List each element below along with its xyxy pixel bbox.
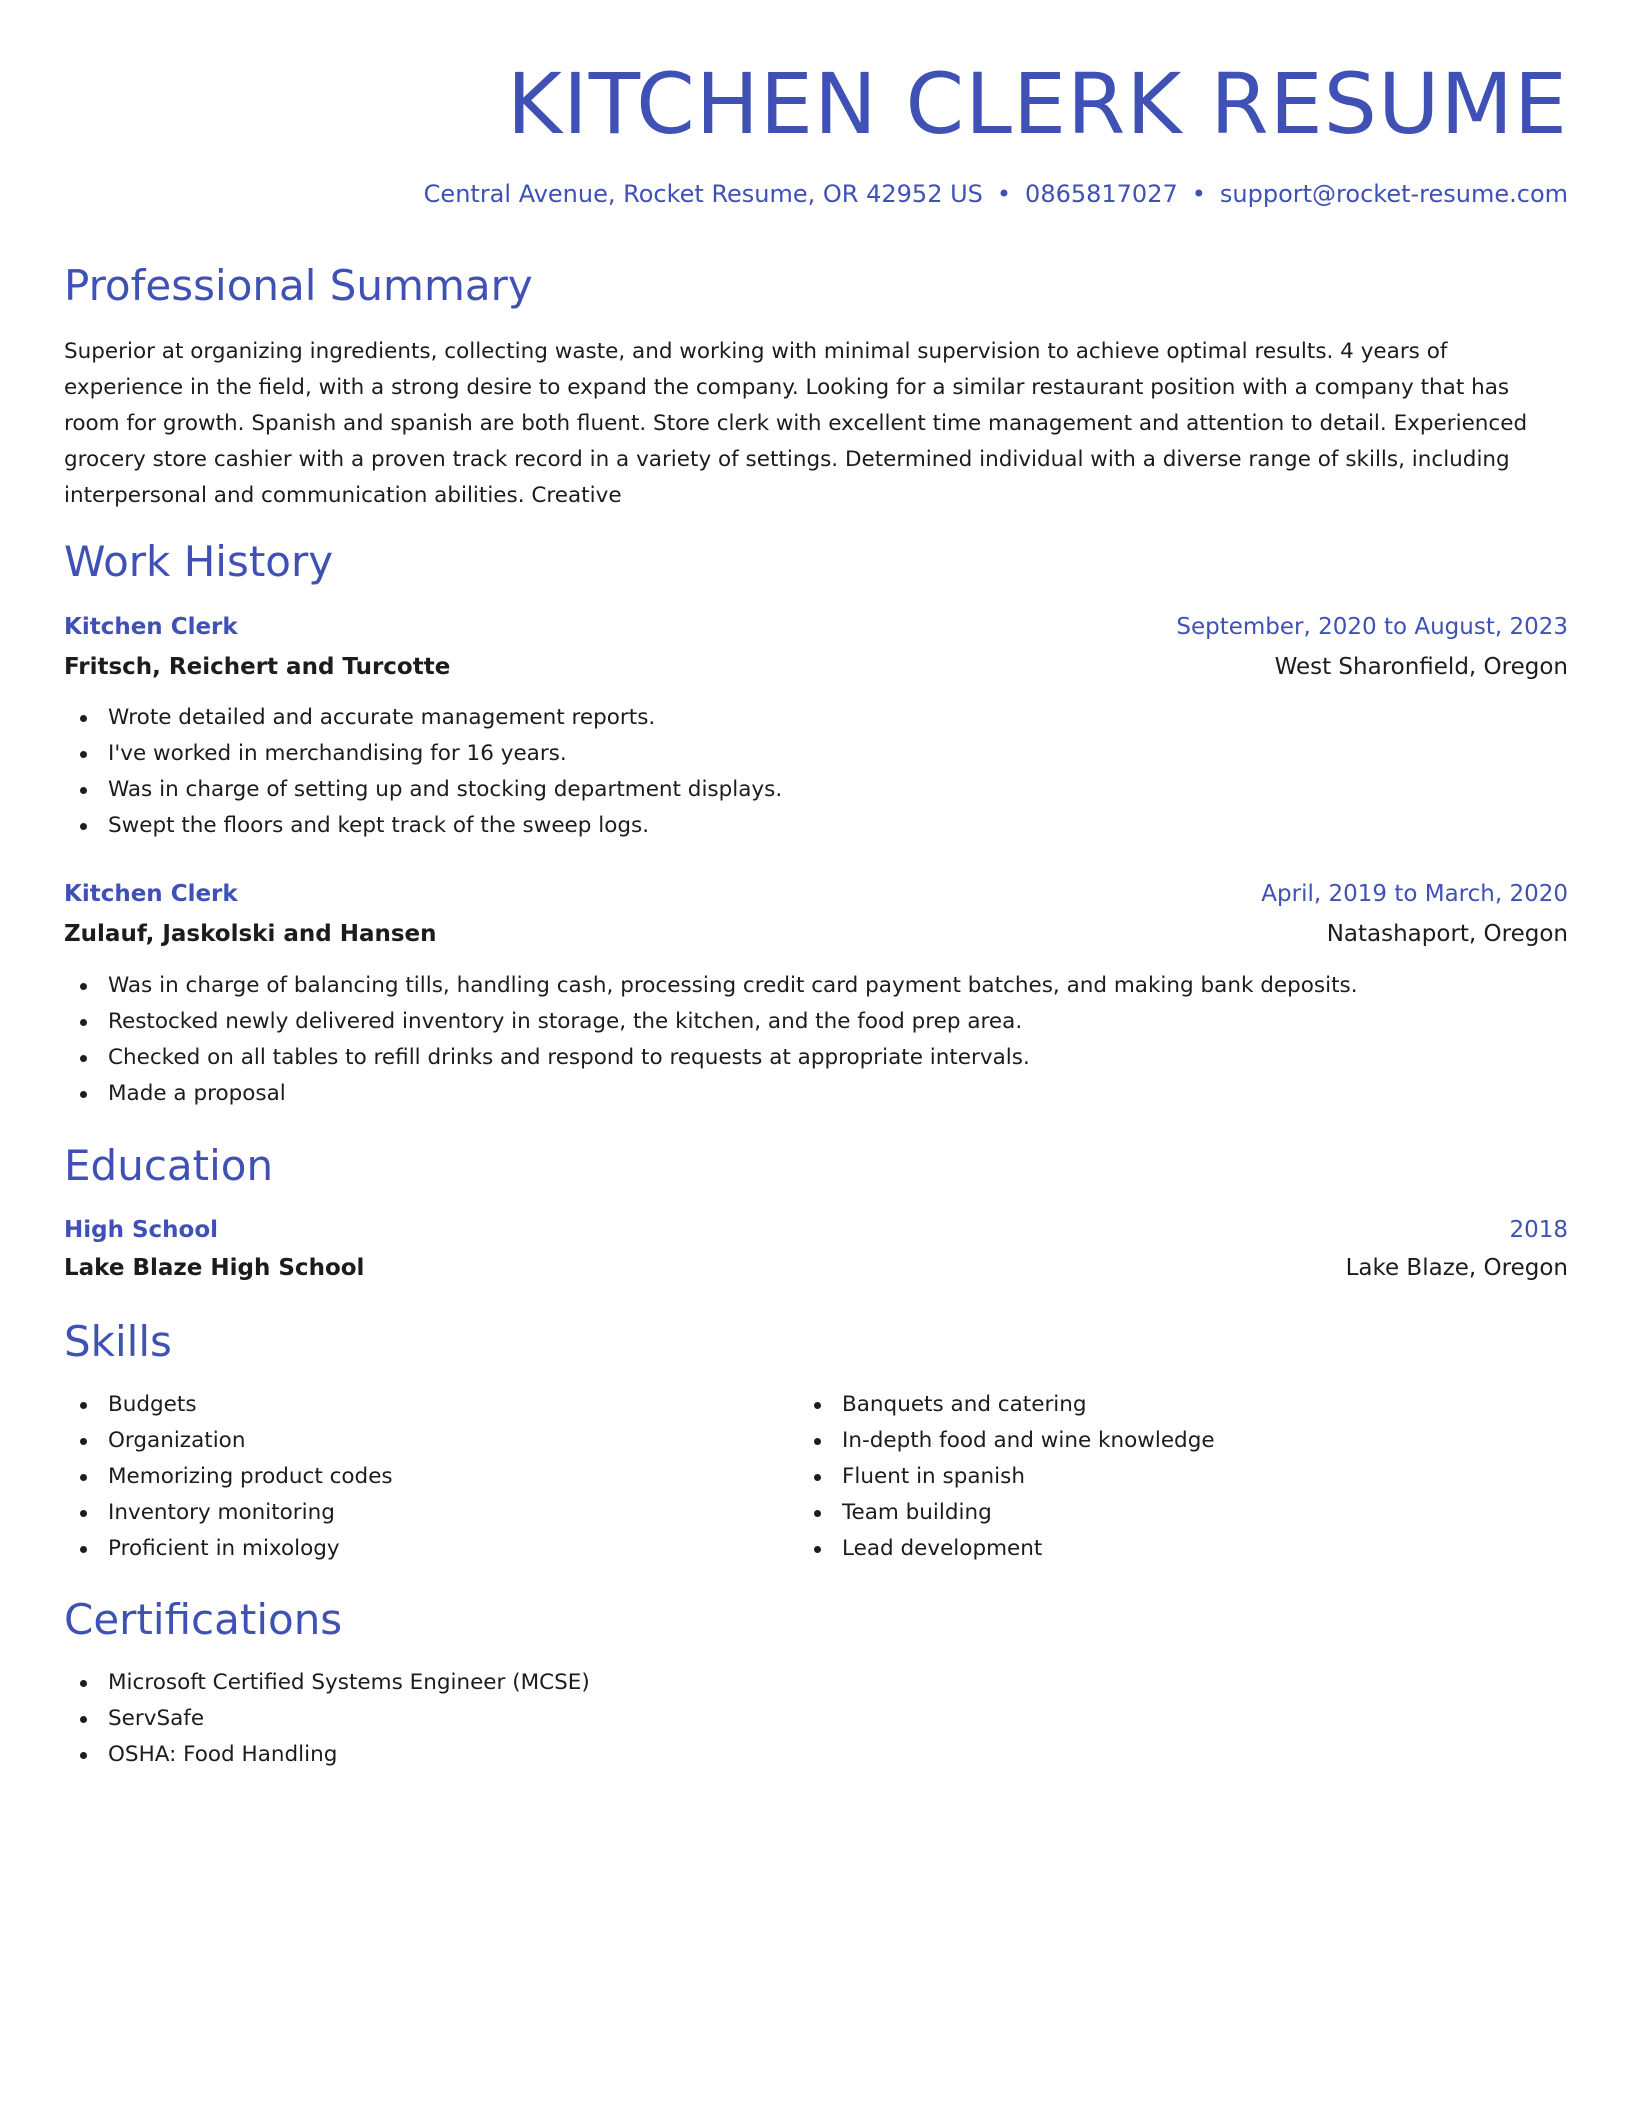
education-header (64, 1212, 1568, 1248)
job-1-company: Fritsch, Reichert and Turcotte (64, 654, 451, 680)
certification-item: ServSafe (64, 1701, 590, 1737)
skill-item: In-depth food and wine knowledge (798, 1423, 1215, 1459)
skill-item: Budgets (64, 1387, 393, 1423)
resume-page (64, 0, 1568, 2112)
skill-item: Lead development (798, 1531, 1215, 1567)
address-text: Central Avenue, Rocket Resume, OR 42952 US (423, 180, 983, 208)
education-year: 2018 (1509, 1217, 1568, 1243)
skill-item: Organization (64, 1423, 393, 1459)
job-1-bullets (64, 700, 782, 844)
list-item: Was in charge of balancing tills, handling cash, processing credit card payment batches, and making bank deposits. (64, 968, 1358, 1004)
certifications-heading: Certifications (64, 1595, 343, 1644)
education-degree: High School (64, 1217, 219, 1243)
skills-list-left (64, 1387, 393, 1567)
skills-heading: Skills (64, 1317, 172, 1366)
contact-line (424, 178, 1568, 210)
separator-dot: • (1191, 180, 1206, 208)
resume-title: KITCHEN CLERK RESUME (506, 55, 1568, 153)
job-1-subheader (64, 649, 1568, 685)
list-item: Swept the floors and kept track of the sweep logs. (64, 808, 782, 844)
separator-dot: • (996, 180, 1012, 208)
job-1-dates: September, 2020 to August, 2023 (1176, 614, 1568, 640)
education-heading: Education (64, 1141, 274, 1190)
skill-item: Fluent in spanish (798, 1459, 1215, 1495)
list-item: Made a proposal (64, 1076, 1358, 1112)
skills-list-right (798, 1387, 1215, 1567)
job-2-bullets (64, 968, 1358, 1112)
skill-item: Proficient in mixology (64, 1531, 393, 1567)
job-2-company: Zulauf, Jaskolski and Hansen (64, 921, 437, 947)
work-history-heading: Work History (64, 537, 334, 586)
skill-item: Inventory monitoring (64, 1495, 393, 1531)
job-2-subheader (64, 916, 1568, 952)
skill-item: Memorizing product codes (64, 1459, 393, 1495)
job-1-role: Kitchen Clerk (64, 614, 238, 640)
skill-item: Team building (798, 1495, 1215, 1531)
certification-item: OSHA: Food Handling (64, 1737, 590, 1773)
job-2-header (64, 876, 1568, 912)
education-location: Lake Blaze, Oregon (1345, 1255, 1568, 1281)
job-2-role: Kitchen Clerk (64, 881, 238, 907)
list-item: Restocked newly delivered inventory in storage, the kitchen, and the food prep area. (64, 1004, 1358, 1040)
job-1-location: West Sharonfield, Oregon (1274, 654, 1568, 680)
education-school: Lake Blaze High School (64, 1255, 365, 1281)
education-subheader (64, 1250, 1568, 1286)
summary-heading: Professional Summary (64, 261, 533, 310)
phone-text: 0865817027 (1025, 180, 1178, 208)
email-link[interactable]: support@rocket-resume.com (1219, 180, 1568, 208)
job-2-dates: April, 2019 to March, 2020 (1261, 881, 1568, 907)
job-1-header (64, 609, 1568, 645)
list-item: I've worked in merchandising for 16 years. (64, 736, 782, 772)
list-item: Was in charge of setting up and stocking department displays. (64, 772, 782, 808)
certification-item: Microsoft Certified Systems Engineer (MCSE) (64, 1665, 590, 1701)
summary-text: Superior at organizing ingredients, collecting waste, and working with minimal supervision to achieve optimal results. 4 years of experience in the field, with a strong desire to expand the company. Looking for a similar restaurant position with a company that has room for growth. Spanish and spanish are both fluent. Store clerk with excellent time management and attention to detail. Experienced grocery store cashier with a proven track record in a variety of settings. Determined individual with a diverse range of skills, including interpersonal and communication abilities. Creative (64, 339, 1528, 508)
list-item: Wrote detailed and accurate management reports. (64, 700, 782, 736)
skill-item: Banquets and catering (798, 1387, 1215, 1423)
certifications-list (64, 1665, 590, 1773)
job-2-location: Natashaport, Oregon (1326, 921, 1568, 947)
list-item: Checked on all tables to refill drinks and respond to requests at appropriate intervals. (64, 1040, 1358, 1076)
